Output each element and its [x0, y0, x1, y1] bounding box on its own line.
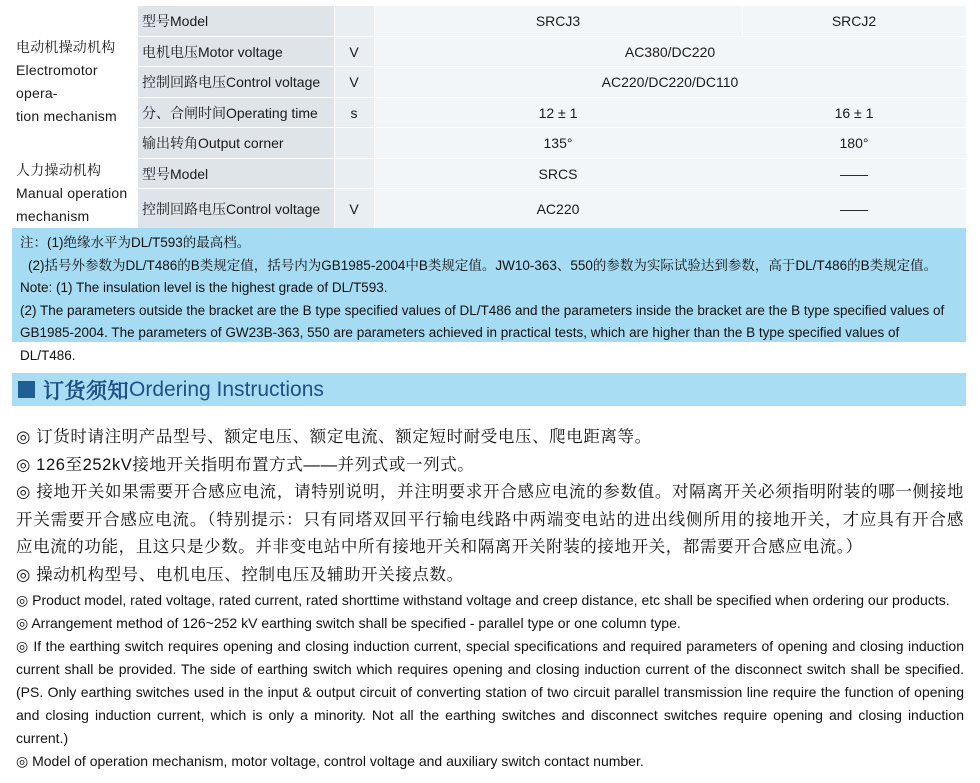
value-cell: AC220/DC220/DC110: [374, 67, 966, 97]
value-cell: 180°: [742, 128, 966, 158]
param-cell: 控制回路电压Control voltage: [138, 67, 334, 97]
unit-cell: V: [334, 37, 374, 66]
value-cell: ——: [742, 189, 966, 228]
section-title-cn: 订货须知: [43, 379, 129, 403]
instruction-cn: ◎ 接地开关如果需要开合感应电流，请特别说明，并注明要求开合感应电流的参数值。对隔离开关必须指明附装的哪一侧接地开关需要开合感应电流。（特别提示：只有同塔双回平行输电线路中两端变电站的进出线侧所用的接地开关，才应具有开合感应电流的功能，且这只是少数。并非变电站中所有接地开关和隔离开关附装的接地开关，都需要开合感应电流。）: [16, 483, 964, 556]
instruction-cn: ◎ 126至252kV接地开关指明布置方式——并列式或一列式。: [16, 455, 475, 474]
value-cell: SRCS: [374, 159, 742, 188]
value-cell: AC220: [374, 189, 742, 228]
value-cell: AC380/DC220: [374, 37, 966, 66]
notes-panel: [12, 228, 966, 363]
note-en-2: (2) The parameters outside the bracket are the B type specified values of DL/T486 and the parameters inside the bracket are the B type specified values of GB1985-2004. The parameters of GW23B-363, 550 are parameters achieved in practical tests, which are higher than the B type specified values of DL/T486.: [20, 302, 945, 363]
category-label: tion mechanism: [16, 108, 117, 124]
category-label: mechanism: [16, 207, 90, 224]
value-cell: 135°: [374, 128, 742, 158]
category-manual: [12, 158, 138, 228]
section-title-en: Ordering Instructions: [129, 377, 324, 401]
note-cn-1: 注：(1)绝缘水平为DL/T593的最高档。: [20, 235, 251, 250]
unit-cell: [334, 159, 374, 188]
instruction-cn: ◎ 操动机构型号、电机电压、控制电压及辅助开关接点数。: [16, 565, 464, 584]
instruction-en: ◎ Arrangement method of 126~252 kV earthing switch shall be specified - parallel type or one column type.: [16, 615, 681, 631]
instruction-en: ◎ If the earthing switch requires opening and closing induction current, special specifications and required parameters of opening and closing induction current shall be provided. The side of earthing switch which requires opening and closing induction current of the disconnect switch shall be specified. (PS. Only earthing switches used in the input & output circuit of converting station of two circuit parallel transmission line require the function of opening and closing induction current, which is only a minority. Not all the earthing switches and disconnect switches require opening and closing induction current.): [16, 638, 964, 746]
ordering-instructions-header: [12, 373, 966, 406]
value-cell: SRCJ2: [742, 6, 966, 36]
value-cell: ——: [742, 159, 966, 188]
param-cell: 输出转角Output corner: [138, 128, 334, 158]
spec-table: [12, 6, 966, 228]
unit-cell: s: [334, 98, 374, 127]
column-divider: [374, 6, 375, 228]
note-cn-2: (2)括号外参数为DL/T486的B类规定值，括号内为GB1985-2004中B类规定值。JW10-363、550的参数为实际试验达到参数，高于DL/T486的B类规定值。: [28, 257, 938, 273]
value-cell: 16 ± 1: [742, 98, 966, 127]
category-label: 人力操动机构: [16, 161, 102, 178]
ordering-instructions: [16, 424, 964, 773]
instructions-en: [16, 589, 964, 773]
unit-cell: [334, 128, 374, 158]
unit-cell: [334, 6, 374, 36]
category-label: Manual operation: [16, 184, 128, 201]
unit-cell: V: [334, 189, 374, 228]
instruction-en: ◎ Model of operation mechanism, motor voltage, control voltage and auxiliary switch contact number.: [16, 753, 644, 769]
unit-cell: V: [334, 67, 374, 97]
instruction-en: ◎ Product model, rated voltage, rated current, rated shorttime withstand voltage and creep distance, etc shall be specified when ordering our products.: [16, 592, 950, 608]
param-cell: 控制回路电压Control voltage: [138, 189, 334, 228]
note-en-1: Note: (1) The insulation level is the highest grade of DL/T593.: [20, 280, 388, 296]
column-divider: [742, 6, 743, 36]
category-label: 电动机操动机构: [16, 39, 116, 55]
value-cell: SRCJ3: [374, 6, 742, 36]
param-cell: 型号Model: [138, 6, 334, 36]
category-electromotor: [12, 6, 138, 158]
column-divider: [334, 6, 335, 228]
category-label: Electromotor opera-: [16, 62, 98, 101]
value-cell: 12 ± 1: [374, 98, 742, 127]
param-cell: 分、合闸时间Operating time: [138, 98, 334, 127]
param-cell: 型号Model: [138, 159, 334, 188]
param-cell: 电机电压Motor voltage: [138, 37, 334, 66]
square-bullet-icon: [18, 381, 35, 398]
instruction-cn: ◎ 订货时请注明产品型号、额定电压、额定电流、额定短时耐受电压、爬电距离等。: [16, 428, 652, 446]
